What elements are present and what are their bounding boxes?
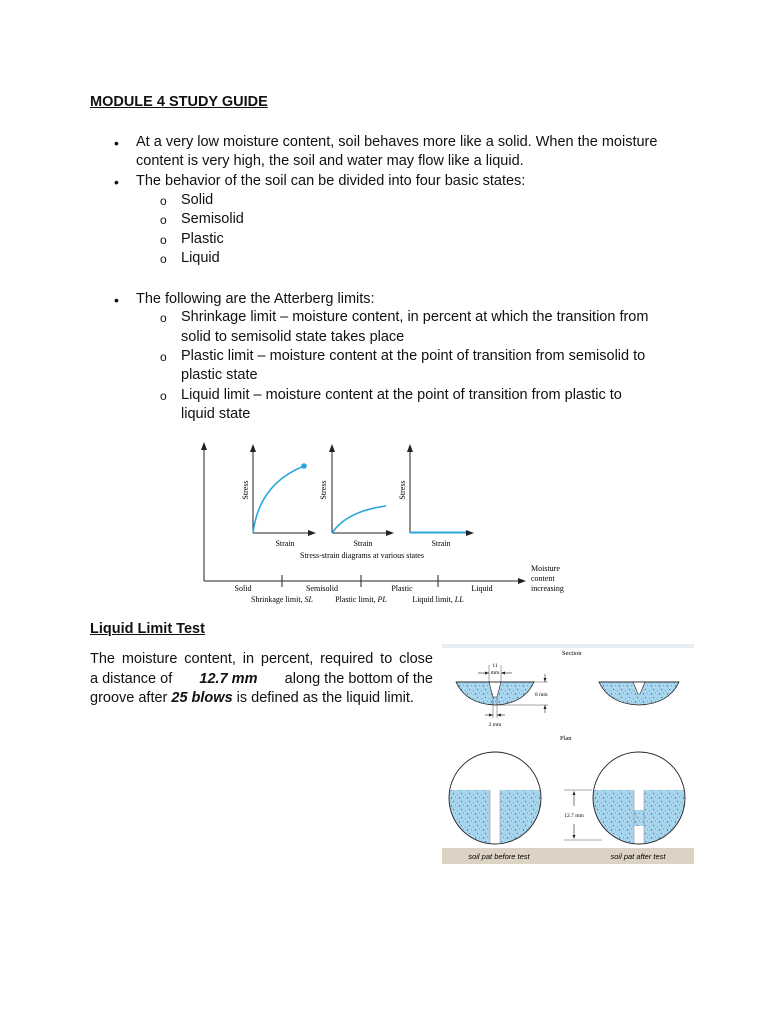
figure1-caption: Stress-strain diagrams at various states: [300, 551, 424, 560]
word: in: [242, 651, 255, 667]
section-label: Section: [562, 650, 582, 657]
chart1-y-arrow: [250, 444, 256, 452]
dim-arrow: [497, 714, 501, 717]
page-title: MODULE 4 STUDY GUIDE: [90, 94, 268, 110]
limit-label: Shrinkage limit, SL: [250, 595, 314, 604]
strain-label: Strain: [431, 539, 451, 548]
groove-figure: [442, 644, 694, 864]
dim-label: 8 mm: [535, 692, 548, 698]
limit-label: Plastic limit, PL: [335, 595, 387, 604]
limit-item: Shrinkage limit – moisture content, in percent at which the transition from: [181, 309, 649, 325]
paragraph-line: [90, 650, 433, 670]
section-heading: Liquid Limit Test: [90, 621, 205, 637]
dim-arrow: [489, 714, 493, 717]
bullet-dot: •: [114, 174, 119, 190]
liquid-limit-paragraph: [90, 650, 433, 709]
sub-bullet-marker: o: [160, 213, 167, 227]
word: to: [380, 651, 393, 667]
state-item: Plastic: [181, 231, 224, 247]
paragraph-line: [90, 670, 433, 690]
word: The: [90, 651, 115, 667]
chart2-y-arrow: [329, 444, 335, 452]
strain-label: Strain: [275, 539, 295, 548]
strain-label: Strain: [353, 539, 373, 548]
dim-arrow: [573, 835, 576, 839]
moisture-label: Moisture: [531, 564, 560, 573]
dim-label: 11: [492, 663, 498, 669]
bullet-text: content is very high, the soil and water may flow like a liquid.: [136, 153, 524, 169]
bullet-text: The behavior of the soil can be divided into four basic states:: [136, 173, 526, 189]
bullet-text: The following are the Atterberg limits:: [136, 291, 375, 307]
limit-item: Plastic limit – moisture content at the point of transition from semisolid to: [181, 348, 646, 364]
dim-arrow: [544, 705, 547, 709]
text-segment: a distance of: [90, 670, 173, 687]
chart1-x-arrow: [308, 530, 316, 536]
bullet-dot: •: [114, 135, 119, 151]
dim-label: mm: [490, 670, 500, 676]
stress-strain-figure: [195, 432, 575, 612]
limit-item: solid to semisolid state takes place: [181, 329, 405, 345]
bullet-dot: •: [114, 292, 119, 308]
dim-label: 12.7 mm: [564, 813, 584, 819]
word: percent,: [260, 651, 314, 667]
caption-after: soil pat after test: [610, 852, 666, 861]
state-item: Semisolid: [181, 211, 244, 227]
sub-bullet-marker: o: [160, 389, 167, 403]
chart3-y-arrow: [407, 444, 413, 452]
paragraph-line: [90, 689, 433, 709]
plan-label: Plan: [560, 735, 572, 742]
chart2-x-arrow: [386, 530, 394, 536]
main-y-arrow: [201, 442, 207, 450]
solid-curve: [253, 466, 304, 533]
word: required: [320, 651, 374, 667]
dim-arrow: [544, 678, 547, 682]
moisture-label: increasing: [531, 584, 564, 593]
limit-item: plastic state: [181, 367, 258, 383]
dim-label: 2 mm: [488, 722, 502, 728]
moisture-label: content: [531, 574, 555, 583]
word: close: [399, 651, 433, 667]
semisolid-curve: [332, 506, 386, 533]
bullet-text: At a very low moisture content, soil behaves more like a solid. When the moisture: [136, 134, 658, 150]
text-segment: groove after: [90, 690, 168, 706]
sub-bullet-marker: o: [160, 194, 167, 208]
stress-label: Stress: [398, 480, 407, 500]
text-segment: is defined as the liquid limit.: [236, 690, 414, 706]
state-label: Semisolid: [305, 584, 339, 593]
limit-item: Liquid limit – moisture content at the point of transition from plastic to: [181, 387, 622, 403]
dim-arrow: [573, 791, 576, 795]
sub-bullet-marker: o: [160, 311, 167, 325]
chart3-x-arrow: [466, 530, 474, 536]
word: moisture: [121, 651, 178, 667]
blows-value: 25 blows: [171, 690, 233, 706]
distance-value: 12.7 mm: [199, 670, 258, 687]
state-label: Liquid: [471, 584, 493, 593]
word: content,: [184, 651, 236, 667]
failure-point: [301, 463, 307, 469]
limit-item: liquid state: [181, 406, 251, 422]
state-item: Solid: [181, 192, 214, 208]
limit-label: Liquid limit, LL: [412, 595, 464, 604]
figure-top-band: [442, 644, 694, 648]
caption-before: soil pat before test: [468, 852, 530, 861]
state-item: Liquid: [181, 250, 220, 266]
text-segment: along the bottom of the: [284, 670, 433, 687]
stress-label: Stress: [319, 480, 328, 500]
sub-bullet-marker: o: [160, 252, 167, 266]
dim-arrow: [485, 672, 489, 675]
sub-bullet-marker: o: [160, 350, 167, 364]
dim-arrow: [501, 672, 505, 675]
state-label: Plastic: [391, 584, 413, 593]
stress-label: Stress: [241, 480, 250, 500]
state-label: Solid: [234, 584, 252, 593]
sub-bullet-marker: o: [160, 233, 167, 247]
main-x-arrow: [518, 578, 526, 584]
